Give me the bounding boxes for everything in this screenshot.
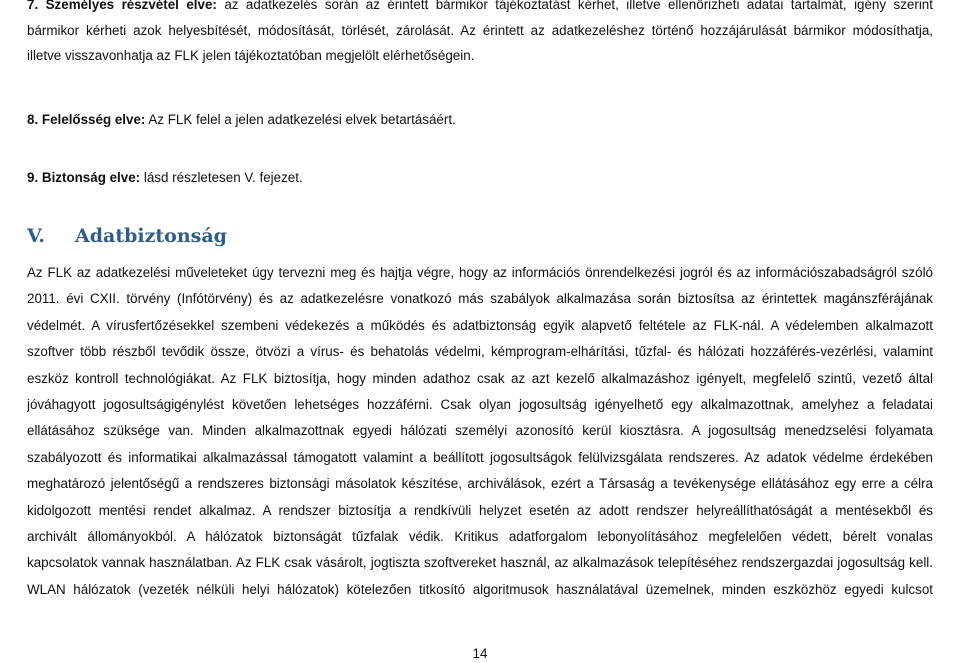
body-line: szabályozott és informatikai alkalmazással támogatott valamint a beállított jogosultságok felülvizsgálata rendszeres. Az adatok védelme érdekében [27,449,933,465]
body-line: szoftver több részből tevődik össze, ötvözi a vírus- és behatolás védelmi, kémprogram-elhárítási, tűzfal- és hálózati hozzáférés-vezérlési, valamint [27,344,933,360]
body-line: jóváhagyott jogosultságigénylést követően lehetséges hozzáférni. Csak olyan jogosultság igényelhető egy alkalmazottnak, amelyhez a feladatai [27,396,933,412]
item7-line-1 [27,0,933,18]
body-line: 2011. évi CXII. törvény (Infótörvény) és az adatkezelésre vonatkozó más szabályok alkalmazása során biztosítsa az érintettek magánszférájának [27,291,933,307]
section-body-paragraph [27,260,933,603]
principle-item-8 [27,107,456,133]
section-title: Adatbiztonság [75,225,227,247]
item7-line-3: illetve visszavonhatja az FLK jelen tájékoztatóban megjelölt elérhetőségein. [27,48,475,64]
item9-number: 9. [27,170,39,185]
body-line: meghatározó jelentőségű a rendszeres biztonsági másolatok készítése, archiválások, ezért a Társaság a tevékenysége ellátásához egy erre a célra [27,476,933,492]
body-line: kapcsolatok vannak használatban. Az FLK csak vásárolt, jogtiszta szoftvereket használ, az alkalmazások telepítéséhez rendszergazdai jogosultság kell. [27,555,933,571]
body-line: Az FLK az adatkezelési műveleteket úgy tervezni meg és hajtja végre, hogy az információs önrendelkezési jogról és az információszabadságról szóló [27,265,933,280]
item9-lead: Biztonság elve: [41,170,141,185]
section-roman-numeral: V. [27,225,46,247]
item7-line-2: bármikor kérheti azok helyesbítését, módosítását, törlését, zárolását. Az érintett az adatkezeléshez történő hozzájárulását bármikor módosíthatja, [27,22,933,38]
item8-text: Az FLK felel a jelen adatkezelési elvek betartásáért. [148,112,456,127]
body-line: ellátásához szüksége van. Minden alkalmazottnak egyedi hálózati személyi azonosító kerül kiosztásra. A jogosultság menedzselési folyamata [27,423,933,439]
body-line: kidolgozott mentési rendet alkalmaz. A rendszer biztosítja a rendkívüli helyzet esetén az adott rendszer helyreállíthatóságát a mentésekből és [27,502,933,518]
body-line: WLAN hálózatok (vezeték nélküli helyi hálózatok) kötelezően titkosító algoritmusok használatával üzemelnek, minden eszközhöz egyedi kulcsot [27,581,933,597]
item7-lead: Személyes részvétel elve: [45,0,217,12]
item8-number: 8. [27,112,39,127]
body-line: archivált állományokból. A hálózatok biztonságát tűzfalak védik. Kritikus adatforgalom lebonyolításához megfelelően védett, bérelt vonalas [27,528,933,544]
body-line: eszköz kontroll technológiákat. Az FLK biztosítja, hogy minden adathoz csak az azt kezelő alkalmazáshoz igényelt, megfelelő szintű, vezető által [27,370,933,386]
item9-text: lásd részletesen V. fejezet. [143,170,303,185]
item7-number: 7. [27,0,39,12]
principle-item-7 [27,0,933,69]
item8-lead: Felelősség elve: [41,112,146,127]
body-line: védelmét. A vírusfertőzésekkel szembeni védekezés a működés és adatbiztonság egyik alapvető feltétele az FLK-nál. A védelemben alkalmazott [27,317,933,333]
principle-item-9 [27,165,303,191]
section-heading [27,225,227,247]
page-number: 14 [472,646,488,661]
item7-line-1-text: az adatkezelés során az érintett bármikor tájékoztatást kérhet, illetve ellenőrizheti adatai tartalmát, igény szerint [224,0,933,12]
